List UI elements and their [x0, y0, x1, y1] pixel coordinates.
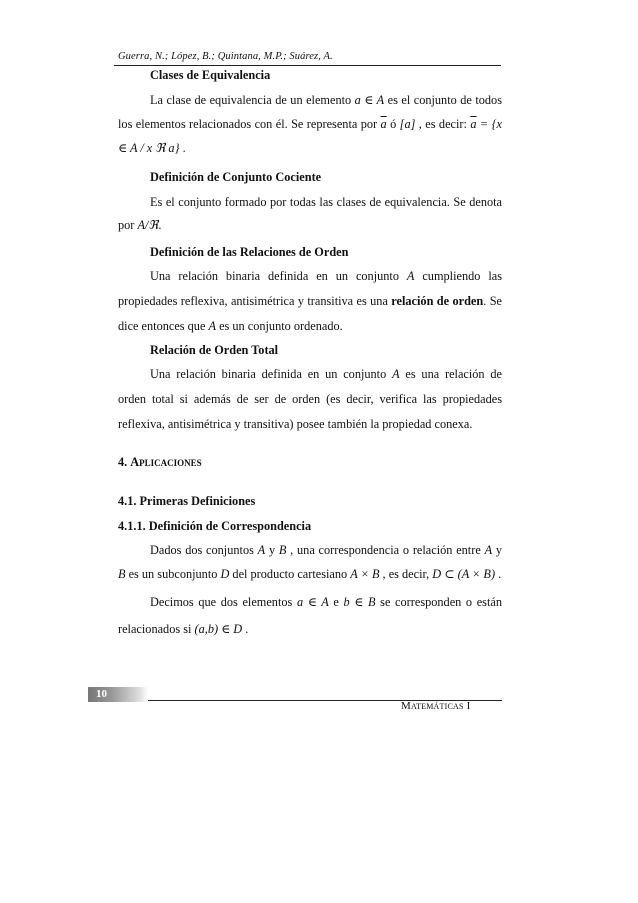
- math: D: [220, 567, 230, 581]
- heading-primeras: 4.1. Primeras Definiciones: [118, 494, 256, 508]
- text: es una relación de orden total si además de ser de orden (es decir, verifica las propiedades reflexiva, antisimétrica y transitiva) posee también la propiedad conexa.: [118, 367, 502, 431]
- math: B: [278, 543, 287, 557]
- text: La clase de equivalencia de un elemento: [150, 93, 355, 107]
- para-correspondencia: [118, 538, 502, 586]
- heading-total: Relación de Orden Total: [150, 343, 279, 357]
- math: A: [406, 269, 415, 283]
- text: es un conjunto ordenado.: [216, 319, 343, 333]
- text: .: [179, 141, 186, 155]
- text: Una relación binaria definida en un conjunto: [150, 367, 393, 381]
- math: b ∈ B: [343, 595, 376, 609]
- text: Una relación binaria definida en un conjunto: [150, 269, 407, 283]
- para-orden: [118, 264, 502, 339]
- text: es un subconjunto: [125, 567, 221, 581]
- text: , es decir:: [415, 117, 471, 131]
- footer-book-title: Matemáticas I: [401, 700, 471, 712]
- math: a ∈ A: [354, 93, 385, 107]
- page-number: 10: [96, 688, 107, 700]
- math-overline: $\overline{a}$: [470, 117, 477, 131]
- page-content: [118, 68, 502, 643]
- text: Dados dos conjuntos: [150, 543, 258, 557]
- section-title: Aplicaciones: [130, 455, 202, 469]
- para-clases: [118, 88, 502, 160]
- math: A: [208, 319, 216, 333]
- bold-term: relación de orden: [391, 294, 484, 308]
- header-authors: Guerra, N.; López, B.; Quintana, M.P.; Suárez, A.: [118, 51, 333, 62]
- text: .: [242, 622, 249, 636]
- text: . Se dice entonces que: [118, 294, 502, 333]
- math: A × B: [350, 567, 380, 581]
- math: (a,b) ∈ D: [194, 622, 243, 636]
- math: A/ℜ: [137, 218, 159, 232]
- text: , es decir,: [379, 567, 433, 581]
- heading-cociente: Definición de Conjunto Cociente: [150, 170, 322, 184]
- heading-aplicaciones: [118, 455, 502, 470]
- text: .: [495, 567, 502, 581]
- text: y: [265, 543, 279, 557]
- heading-correspondencia: 4.1.1. Definición de Correspondencia: [118, 519, 312, 533]
- text: e: [328, 595, 344, 609]
- text: .: [158, 218, 162, 232]
- para-relacionados: [118, 589, 502, 643]
- heading-clases: Clases de Equivalencia: [150, 68, 271, 82]
- math: B: [118, 567, 126, 581]
- math: a ∈ A: [296, 595, 329, 609]
- math: [a]: [399, 117, 416, 131]
- math: D ⊂ (A × B): [432, 567, 496, 581]
- heading-orden: Definición de las Relaciones de Orden: [150, 245, 349, 259]
- text: se corresponden o están relacionados si: [118, 595, 502, 636]
- math: = {x ∈ A / x ℜ a}: [118, 117, 502, 155]
- text: , una correspondencia o relación entre: [286, 543, 485, 557]
- text: es el conjunto de todos los elementos relacionados con él. Se representa por: [118, 93, 502, 131]
- math-overline: $\overline{a}$: [380, 117, 387, 131]
- math: A: [484, 543, 493, 557]
- text: y: [492, 543, 503, 557]
- text: Es el conjunto formado por todas las clases de equivalencia. Se denota por: [118, 195, 502, 232]
- section-number: 4.: [118, 455, 131, 469]
- math: A: [392, 367, 400, 381]
- para-total: [118, 362, 502, 437]
- header-rule: [114, 65, 501, 66]
- text: ó: [386, 117, 400, 131]
- text: del producto cartesiano: [229, 567, 351, 581]
- text: Decimos que dos elementos: [150, 595, 297, 609]
- text: cumpliendo las propiedades reflexiva, antisimétrica y transitiva es una: [118, 269, 502, 308]
- math: A: [257, 543, 266, 557]
- para-cociente: [118, 191, 502, 237]
